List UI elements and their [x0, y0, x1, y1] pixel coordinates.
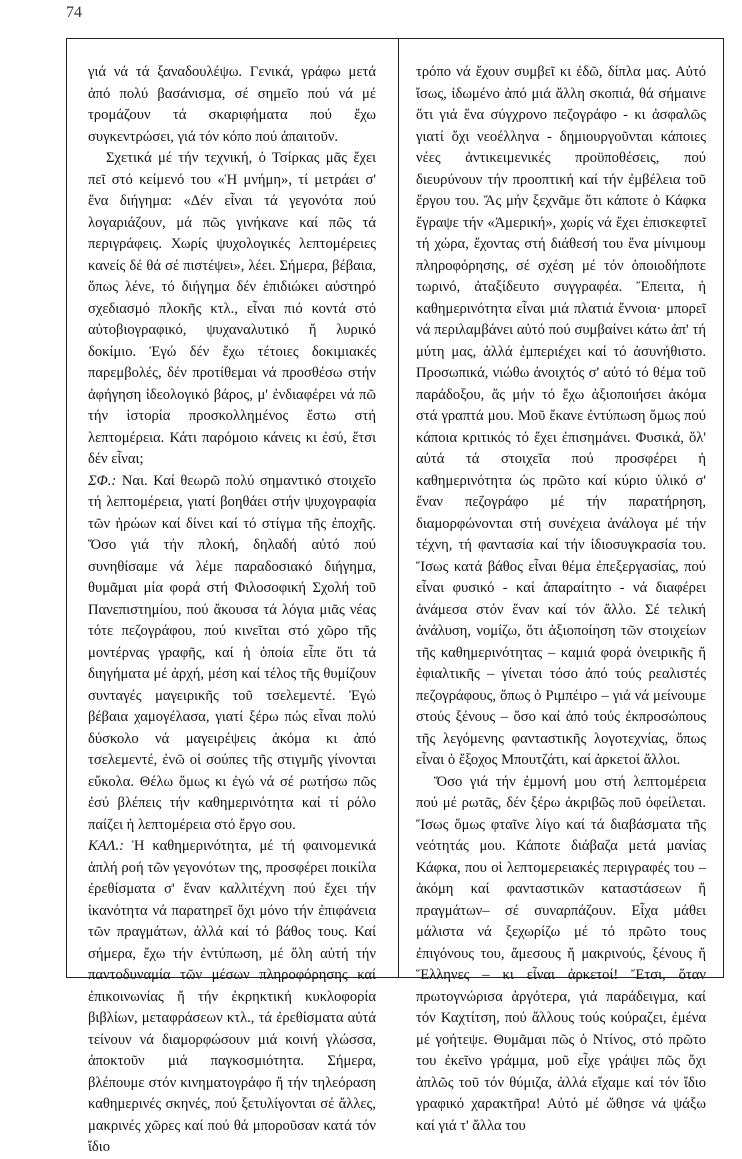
- answer-text-kal: Ἡ καθημερινότητα, μέ τή φαινομενικά ἁπλή ροή τῶν γεγονότων της, προσφέρει ποικίλα ἐρεθίσματα σ' ἕναν καλλιτέχνη πού ἔχει τήν ἱκανότητα νά παρατηρεῖ ὄχι μόνο τήν ἐπιφάνεια τῶν πραγμάτων, ἀλλά καί τό βάθος τους. Καί σήμερα, ἔχω τήν ἐντύπωση, μέ ὅλη αὐτή τήν παντοδυναμία τῶν μέσων πληροφόρησης καί ἐπικοινωνίας ἤ τήν ἐκρηκτική κυκλοφορία βιβλίων, μεταφράσεων κτλ., τά ἐρεθίσματα αὐτά τείνουν νά διαμορφώσουν μιά κοινή γλώσσα, ἀποκτοῦν μιά παγκοσμιότητα. Σήμερα, βλέπουμε στόν κινηματογράφο ἤ τήν τηλεόραση καθημερινές σκηνές, πού ξετυλίγονται σέ ἄλλες, μακρινές χῶρες καί πού θά μποροῦσαν κατά τόν ἴδιο: [88, 838, 376, 1155]
- left-paragraph-1: γιά νά τά ξαναδουλέψω. Γενικά, γράφω μετά ἀπό πολύ βασάνισμα, σέ σημεῖο πού νά μέ τρομάζουν τά σκαριφήματα πού ἔχω συγκεντρώσει, γιά τόν κόπο πού ἀπαιτοῦν.: [88, 64, 376, 145]
- left-paragraph-3: [88, 471, 376, 837]
- column-divider: [398, 38, 399, 978]
- speaker-label-sf: ΣΦ.:: [88, 472, 117, 489]
- right-paragraph-2: Ὅσο γιά τήν ἐμμονή μου στή λεπτομέρεια πού μέ ρωτᾶς, δέν ξέρω ἀκριβῶς ποῦ ὀφείλεται. Ἴσως ὅμως φταῖνε λίγο καί τά διαβάσματα τῆς νεότητάς μου. Κάποτε διάβαζα μετά μανίας Κάφκα, που οἱ λεπτομερειακές περιγραφές του – ἀκόμη καί φανταστικῶν καταστάσεων ἤ πραγμάτων– σέ συναρπάζουν. Εἶχα μάθει μάλιστα νά ξεχωρίζω μέ τό πρῶτο τους ἐπιγόνους του, ἄμεσους ἤ μακρινούς, ξένους ἤ Ἕλληνες – κι εἶναι ἀρκετοί! Ἔτσι, ὅταν πρωτογνώρισα ἀργότερα, γιά παράδειγμα, καί τόν Καχτίτση, πού ἄλλους τούς κούραζει, ἐμένα μέ γοήτεψε. Θυμᾶμαι πῶς ὁ Ντίνος, στό πρῶτο του ἐκεῖνο γράμμα, μοῦ εἶχε γράψει πῶς ὄχι ἁπλῶς τοῦ τόν θύμιζα, ἀλλά εἴχαμε καί τόν ἴδιο γραφικό χαρακτῆρα! Αὐτό μέ ὤθησε νά ψάξω καί γιά τ' ἄλλα του: [416, 773, 706, 1134]
- right-column: [416, 62, 706, 1137]
- left-paragraph-4: [88, 836, 376, 1159]
- left-paragraph-2: Σχετικά μέ τήν τεχνική, ὁ Τσίρκας μᾶς ἔχει πεῖ στό κείμενό του «Ἡ μνήμη», τί μετράει σ' ἕνα διήγημα: «Δέν εἶναι τά γεγονότα πού λογαριάζουν, μά πῶς γινήκανε καί πῶς τά περιγράφεις. Χωρίς ψυχολογικές λεπτομέρειες κανείς δέ θά σέ πιστέψει», λέει. Σήμερα, βέβαια, ὅπως λένε, τό διήγημα δέν ἐπιδιώκει αὐστηρό σχεδιασμό πλοκῆς κτλ., εἶναι πιό κοντά στό αὐτοβιογραφικό, ψυχαναλυτικό ἤ λυρικό δοκίμιο. Ἐγώ δέν ἔχω τέτοιες δοκιμιακές παρεμβολές, δέν προτίθεμαι νά προσθέσω στήν ἀφήγηση ἰδεολογικό βάρος, μ' ἐνδιαφέρει νά πῶ τήν ἱστορία προσκολλημένος ἔστω στή λεπτομέρεια. Κάτι παρόμοιο κάνεις κι ἐσύ, ἔτσι δέν εἶναι;: [88, 150, 376, 467]
- speaker-label-kal: ΚΑΛ.:: [88, 838, 124, 854]
- right-paragraph-1: τρόπο νά ἔχουν συμβεῖ κι ἐδῶ, δίπλα μας. Αὐτό ἴσως, ἰδωμένο ἀπό μιά ἄλλη σκοπιά, θά σήμαινε ὅτι γιά ἕνα σύγχρονο πεζογράφο - κι ἀσφαλῶς γιατί ὄχι νεοέλληνα - δημιουργοῦνται κάποιες νέες ἀντικειμενικές προϋποθέσεις, πού διευρύνουν τήν προοπτική καί τήν ἐμβέλεια τοῦ ἔργου του. Ἄς μήν ξεχνᾶμε ὅτι κάποτε ὁ Κάφκα ἔγραψε τήν «Ἀμερική», χωρίς νά ἔχει ἐπισκεφτεῖ τή χώρα, ἔχοντας στή διάθεσή του ἕνα μίνιμουμ πληροφόρησης, σέ σχέση μέ τόν ὁποιοδήποτε τωρινό, ἀταξίδευτο συγγραφέα. Ἔπειτα, ἡ καθημερινότητα εἶναι μιά πλατιά ἔννοια· μπορεῖ νά περιλαμβάνει αὐτό πού συμβαίνει κάτω ἀπ' τή μύτη μας, ἀλλά ἐμπεριέχει καί τό ἀσυνήθιστο. Προσωπικά, νιώθω ἀνοιχτός σ' αὐτό τό θέμα τοῦ παράδοξου, ἄς μήν τό ἔχω ἀξιοποιήσει ἀκόμα στά γραπτά μου. Μοῦ ἔκανε ἐντύπωση ὅμως πού κάποια κριτικός τό ἔχει ἐπισημάνει. Φυσικά, ὅλ' αὐτά τά στοιχεῖα πού προσφέρει ἡ καθημερινότητα ὡς πρῶτο καί κύριο ὑλικό σ' ἕναν πεζογράφο μέ τήν παρατήρηση, διαμορφώνονται στή συνέχεια ἀνάλογα μέ τήν τέχνη, τή φαντασία καί τήν ἰδιοσυγκρασία του. Ἴσως κατά βάθος εἶναι θέμα ἐπεξεργασίας, πού εἶναι φυσικό - καί ἀπαραίτητο - νά διαφέρει ἀνάμεσα στόν ἕναν καί τόν ἄλλο. Σέ τελική ἀνάλυση, νομίζω, ὅτι ἀξιοποίηση τῶν στοιχείων τῆς καθημερινότητας – καμιά φορά ὀνειρικῆς ἤ ἐφιαλτικῆς – γίνεται τόσο ἀπό τούς ρεαλιστές πεζογράφους, ὅπως ὁ Ριμπέιρο – γιά νά μείνουμε στούς ξένους – ὅσο καί ἀπό τούς ἐκπροσώπους τῆς λεγόμενης φανταστικῆς λογοτεχνίας, ὅπως εἶναι ὁ ἔξοχος Μπουτζάτι, καί ἀρκετοί ἄλλοι.: [416, 64, 706, 768]
- page-number: 74: [66, 4, 82, 21]
- left-column: [88, 62, 376, 1159]
- answer-text-sf: Ναι. Καί θεωρῶ πολύ σημαντικό στοιχεῖο τή λεπτομέρεια, γιατί βοηθάει στήν ψυχογραφία τῶν ἡρώων καί δίνει καί τό στίγμα τῆς ἐποχῆς. Ὅσο γιά τήν πλοκή, δηλαδή αὐτό πού συνηθίσαμε νά λέμε παραδοσιακό διήγημα, θυμᾶμαι μία φορά στή Φιλοσοφική Σχολή τοῦ Πανεπιστημίου, πού ἄκουσα τά λόγια μιᾶς νέας τότε πεζογράφου, πού κινεῖται στό χῶρο τῆς μοντέρνας γραφῆς, καί ἡ ὁποία εἶπε ὅτι τά διηγήματα μέ ἀρχή, μέση καί τέλος τῆς θυμίζουν συνταγές μαγειρικῆς τοῦ τσελεμεντέ. Ἐγώ βέβαια χαμογέλασα, γιατί ξέρω πώς εἶναι πολύ δύσκολο νά μαγειρέψεις ἀκόμα κι ἀπό τσελεμεντέ, ἐνῶ οἱ σούπες τῆς στιγμῆς γίνονται εὔκολα. Θέλω ὅμως κι ἐγώ νά σέ ρωτήσω πῶς ἐσύ βλέπεις τήν καθημερινότητα καί τί ρόλο παίζει ἡ λεπτομέρεια στό ἔργο σου.: [88, 472, 376, 833]
